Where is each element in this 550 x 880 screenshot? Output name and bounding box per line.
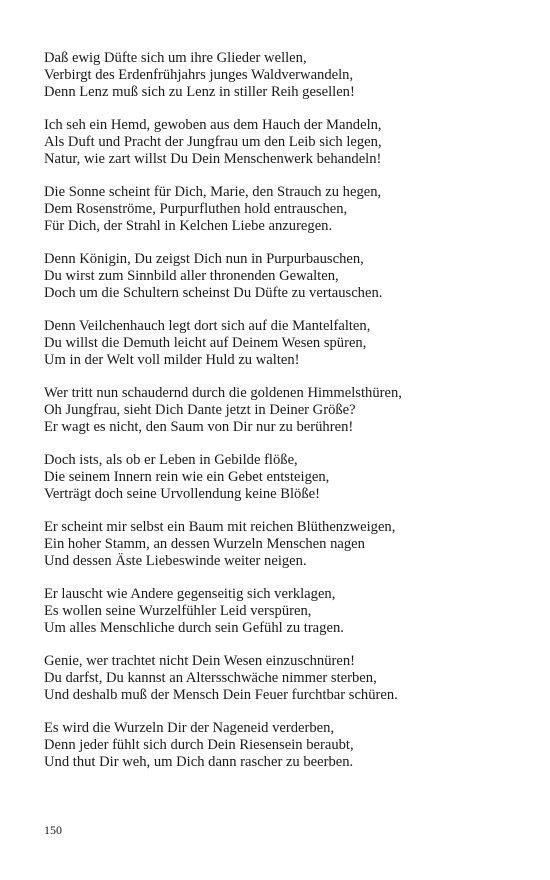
verse-line: Du darfst, Du kannst an Altersschwäche nimmer sterben,: [44, 670, 377, 686]
verse-line: Die Sonne scheint für Dich, Marie, den Strauch zu hegen,: [44, 184, 382, 200]
verse-line: Es wollen seine Wurzelfühler Leid verspüren,: [44, 603, 312, 619]
stanza-10: [44, 653, 524, 704]
verse-line: Doch um die Schultern scheinst Du Düfte zu vertauschen.: [44, 285, 383, 301]
verse-line: Natur, wie zart willst Du Dein Menschenwerk behandeln!: [44, 151, 382, 167]
verse-line: Um in der Welt voll milder Huld zu walten!: [44, 352, 300, 368]
stanza-8: [44, 519, 524, 570]
verse-line: Oh Jungfrau, sieht Dich Dante jetzt in Deiner Größe?: [44, 402, 356, 418]
verse-line: Denn Lenz muß sich zu Lenz in stiller Reih gesellen!: [44, 84, 355, 100]
verse-line: Und deshalb muß der Mensch Dein Feuer furchtbar schüren.: [44, 687, 398, 703]
stanza-7: [44, 452, 524, 503]
verse-line: Ein hoher Stamm, an dessen Wurzeln Menschen nagen: [44, 536, 365, 552]
verse-line: Doch ists, als ob er Leben in Gebilde flöße,: [44, 452, 298, 468]
poem-body: [44, 50, 524, 787]
page-number: 150: [44, 823, 62, 837]
verse-line: Er wagt es nicht, den Saum von Dir nur zu berühren!: [44, 419, 354, 435]
stanza-6: [44, 385, 524, 436]
verse-line: Für Dich, der Strahl in Kelchen Liebe anzuregen.: [44, 218, 333, 234]
verse-line: Denn Veilchenhauch legt dort sich auf die Mantelfalten,: [44, 318, 371, 334]
verse-line: Verträgt doch seine Urvollendung keine Blöße!: [44, 486, 320, 502]
verse-line: Die seinem Innern rein wie ein Gebet entsteigen,: [44, 469, 330, 485]
verse-line: Dem Rosenströme, Purpurfluthen hold entrauschen,: [44, 201, 348, 217]
verse-line: Daß ewig Düfte sich um ihre Glieder wellen,: [44, 50, 307, 66]
verse-line: Um alles Menschliche durch sein Gefühl zu tragen.: [44, 620, 344, 636]
verse-line: Er lauscht wie Andere gegenseitig sich verklagen,: [44, 586, 336, 602]
verse-line: Genie, wer trachtet nicht Dein Wesen einzuschnüren!: [44, 653, 355, 669]
verse-line: Und thut Dir weh, um Dich dann rascher zu beerben.: [44, 754, 354, 770]
verse-line: Als Duft und Pracht der Jungfrau um den Leib sich legen,: [44, 134, 382, 150]
verse-line: Du wirst zum Sinnbild aller thronenden Gewalten,: [44, 268, 339, 284]
stanza-9: [44, 586, 524, 637]
verse-line: Er scheint mir selbst ein Baum mit reichen Blüthenzweigen,: [44, 519, 396, 535]
verse-line: Und dessen Äste Liebeswinde weiter neigen.: [44, 553, 307, 569]
verse-line: Es wird die Wurzeln Dir der Nageneid verderben,: [44, 720, 335, 736]
verse-line: Denn jeder fühlt sich durch Dein Riesensein beraubt,: [44, 737, 354, 753]
verse-line: Ich seh ein Hemd, gewoben aus dem Hauch der Mandeln,: [44, 117, 382, 133]
verse-line: Wer tritt nun schaudernd durch die goldenen Himmelsthüren,: [44, 385, 402, 401]
stanza-11: [44, 720, 524, 771]
verse-line: Denn Königin, Du zeigst Dich nun in Purpurbauschen,: [44, 251, 364, 267]
stanza-5: [44, 318, 524, 369]
stanza-2: [44, 117, 524, 168]
stanza-3: [44, 184, 524, 235]
verse-line: Verbirgt des Erdenfrühjahrs junges Waldverwandeln,: [44, 67, 354, 83]
stanza-4: [44, 251, 524, 302]
verse-line: Du willst die Demuth leicht auf Deinem Wesen spüren,: [44, 335, 367, 351]
stanza-1: [44, 50, 524, 101]
